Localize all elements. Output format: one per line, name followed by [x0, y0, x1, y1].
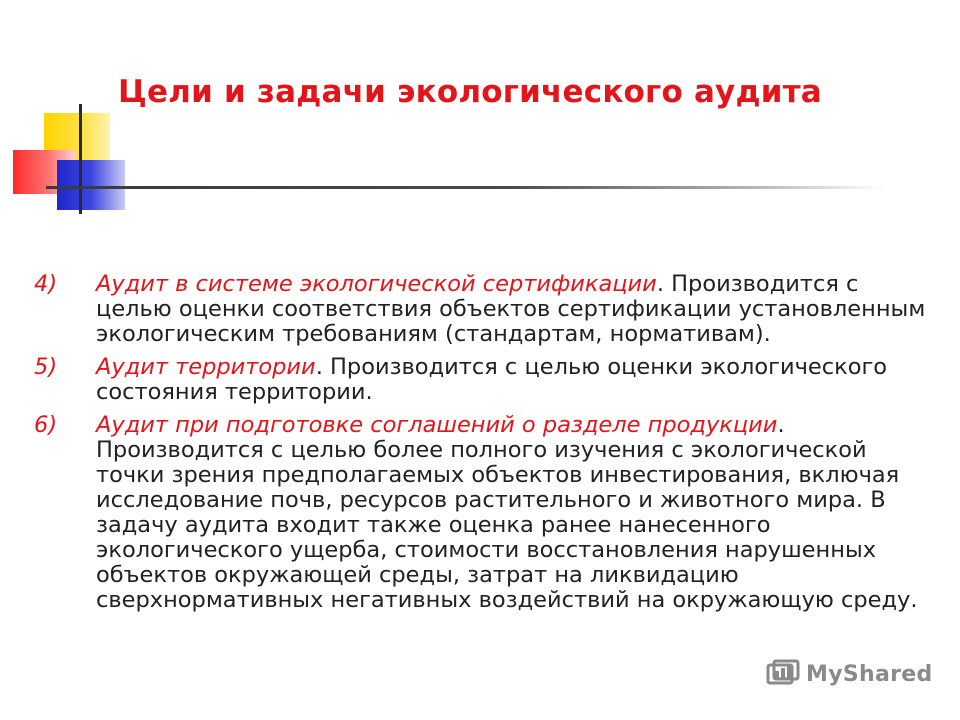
- myshared-watermark: [766, 656, 933, 692]
- decorative-squares: [0, 0, 140, 230]
- item-lead: Аудит при подготовке соглашений о разделе продукции: [96, 412, 778, 438]
- item-text: . Производится с целью оценки соответствия объектов сертификации установленным экологическим требованиям (стандартам, нормативам).: [96, 271, 926, 347]
- watermark-text: MyShared: [806, 661, 933, 687]
- list-item: [34, 355, 934, 405]
- vertical-rule: [79, 104, 82, 214]
- item-text: . Производится с целью более полного изучения с экологической точки зрения предполагаемых объектов инвестирования, включая исследование почв, ресурсов растительного и животного мира. В задачу аудита входит также оценка ранее нанесенного экологического ущерба, стоимости восстановления нарушенных объектов окружающей среды, затрат на ликвидацию сверхнормативных негативных воздействий на окружающую среду.: [96, 412, 918, 613]
- list-item: [34, 413, 934, 613]
- item-body: [96, 413, 934, 613]
- item-lead: Аудит в системе экологической сертификации: [96, 271, 657, 297]
- slide-content: [34, 272, 934, 621]
- slide-title: Цели и задачи экологического аудита: [118, 74, 822, 110]
- item-number: 4): [34, 271, 58, 297]
- item-text: . Производится с целью оценки экологического состояния территории.: [96, 354, 888, 405]
- item-number: 5): [34, 354, 58, 380]
- item-number: 6): [34, 412, 58, 438]
- list-item: [34, 272, 934, 347]
- item-body: [96, 272, 934, 347]
- title-underline-rule: [46, 186, 886, 189]
- blue-square-decoration: [57, 160, 125, 210]
- item-lead: Аудит территории: [96, 354, 316, 380]
- item-body: [96, 355, 934, 405]
- myshared-logo-icon: [766, 659, 800, 689]
